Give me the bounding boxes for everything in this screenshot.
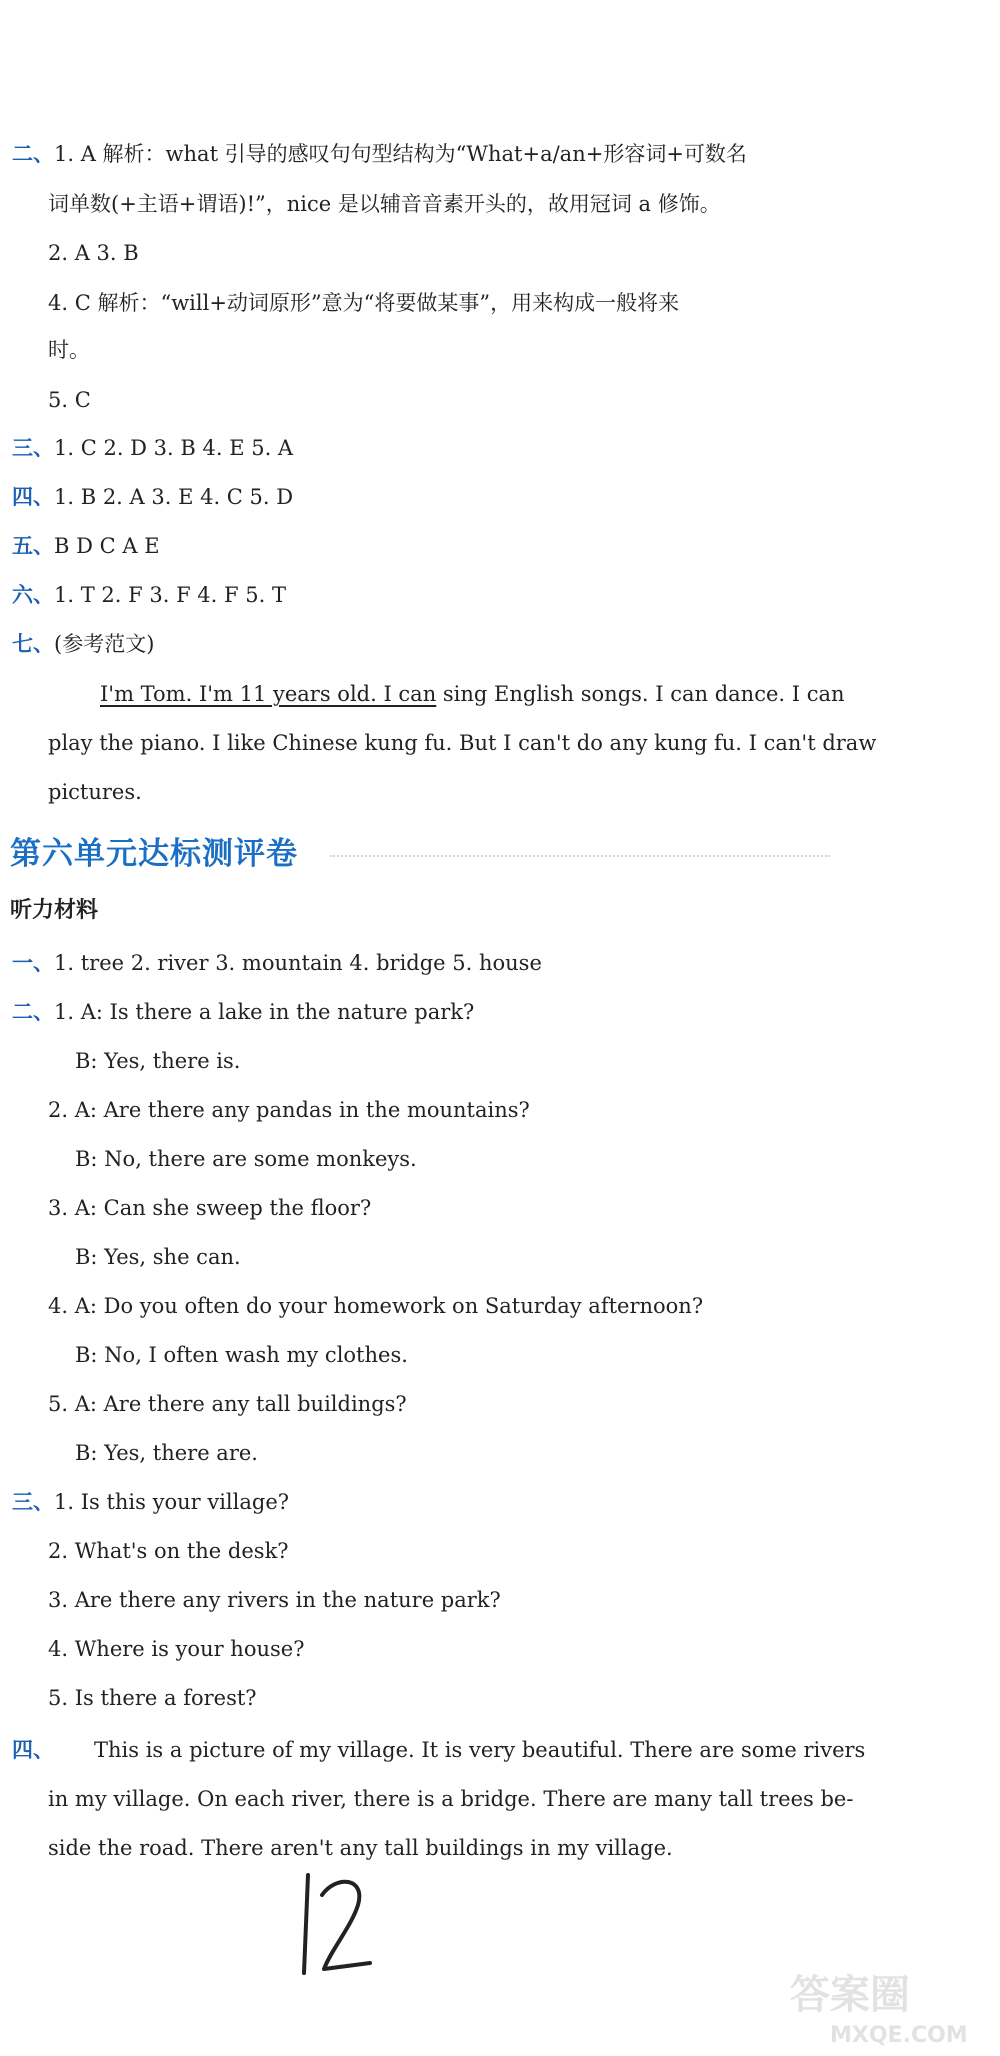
dialog-line: 4. A: Do you often do your homework on Saturday afternoon? — [48, 1294, 704, 1318]
listen-q1-text: 1. tree 2. river 3. mountain 4. bridge 5. house — [54, 951, 542, 975]
svg-text:答案圈: 答案圈 — [790, 1972, 910, 2018]
essay-line2: play the piano. I like Chinese kung fu. But I can't do any kung fu. I can't draw — [48, 731, 877, 755]
q3-answers — [12, 436, 293, 461]
handwritten-page-number — [296, 1865, 376, 1985]
q2-item1-line2: 词单数(+主语+谓语)!”，nice 是以辅音音素开头的，故用冠词 a 修饰。 — [48, 192, 721, 216]
listen-q1 — [12, 951, 542, 976]
dialog-line: B: Yes, there are. — [75, 1441, 258, 1465]
q6-answers — [12, 583, 286, 608]
question-line: 2. What's on the desk? — [48, 1539, 289, 1563]
q2-item4-line2: 时。 — [48, 338, 90, 362]
q7-heading — [12, 632, 154, 657]
svg-text:MXQE.COM: MXQE.COM — [830, 2023, 968, 2048]
q2-item1-line1 — [12, 142, 747, 167]
q2-label: 二、 — [12, 142, 54, 166]
listen-q4-line1 — [12, 1738, 865, 1763]
q2-item4-line1: 4. C 解析：“will+动词原形”意为“将要做某事”，用来构成一般将来 — [48, 291, 680, 315]
essay-line1 — [100, 682, 845, 707]
q5-label: 五、 — [12, 534, 54, 558]
passage-line: This is a picture of my village. It is very beautiful. There are some rivers — [94, 1738, 866, 1762]
essay-underlined: I'm Tom. I'm 11 years old. I can — [100, 682, 437, 706]
essay-line1-rest: sing English songs. I can dance. I can — [436, 682, 845, 706]
q6-label: 六、 — [12, 583, 54, 607]
dialog-line: 2. A: Are there any pandas in the mountains? — [48, 1098, 530, 1122]
dialog-line: B: No, there are some monkeys. — [75, 1147, 417, 1171]
dialog-line: B: Yes, there is. — [75, 1049, 241, 1073]
dialog-line: 1. A: Is there a lake in the nature park? — [54, 1000, 475, 1024]
q4-answers — [12, 485, 293, 510]
listen-q1-label: 一、 — [12, 951, 54, 975]
section-divider — [330, 855, 830, 857]
dialog-line: 5. A: Are there any tall buildings? — [48, 1392, 407, 1416]
dialog-line: B: No, I often wash my clothes. — [75, 1343, 408, 1367]
listen-q4-label: 四、 — [12, 1738, 54, 1762]
q3-text: 1. C 2. D 3. B 4. E 5. A — [54, 436, 294, 460]
q3-label: 三、 — [12, 436, 54, 460]
q7-label: 七、 — [12, 632, 54, 656]
q5-answers — [12, 534, 160, 559]
listen-q3-line1 — [12, 1490, 289, 1515]
question-line: 1. Is this your village? — [54, 1490, 289, 1514]
listen-q2-line1 — [12, 1000, 474, 1025]
watermark-logo — [770, 1960, 990, 2050]
listening-title: 听力材料 — [10, 898, 99, 923]
dialog-line: B: Yes, she can. — [75, 1245, 241, 1269]
q2-item23: 2. A 3. B — [48, 241, 139, 265]
q4-text: 1. B 2. A 3. E 4. C 5. D — [54, 485, 294, 509]
q4-label: 四、 — [12, 485, 54, 509]
q7-text: (参考范文) — [54, 632, 155, 656]
q2-item1-text: 1. A 解析：what 引导的感叹句句型结构为“What+a/an+形容词+可数名 — [54, 142, 747, 166]
question-line: 3. Are there any rivers in the nature park? — [48, 1588, 501, 1612]
dialog-line: 3. A: Can she sweep the floor? — [48, 1196, 372, 1220]
passage-line: side the road. There aren't any tall buildings in my village. — [48, 1836, 673, 1860]
q2-item5: 5. C — [48, 388, 91, 412]
essay-line3: pictures. — [48, 780, 142, 804]
question-line: 4. Where is your house? — [48, 1637, 305, 1661]
listen-q2-label: 二、 — [12, 1000, 54, 1024]
q6-text: 1. T 2. F 3. F 4. F 5. T — [54, 583, 286, 607]
question-line: 5. Is there a forest? — [48, 1686, 257, 1710]
q5-text: B D C A E — [54, 534, 160, 558]
listen-q3-label: 三、 — [12, 1490, 54, 1514]
section-title: 第六单元达标测评卷 — [10, 836, 298, 872]
passage-line: in my village. On each river, there is a bridge. There are many tall trees be- — [48, 1787, 854, 1811]
